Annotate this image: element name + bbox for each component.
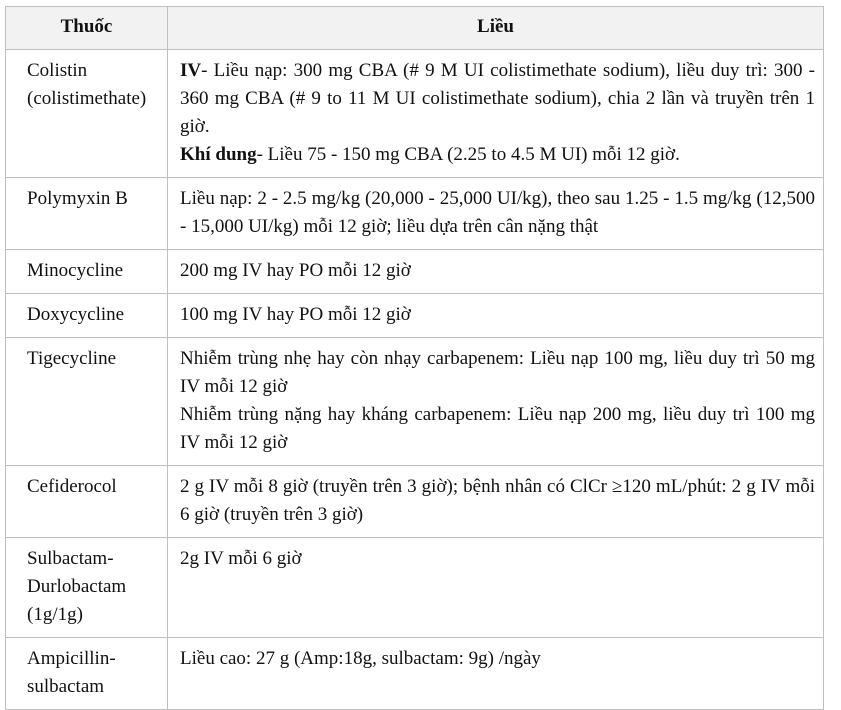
drug-cell [6, 50, 168, 178]
dose-cell [168, 178, 824, 250]
header-drug: Thuốc [6, 7, 168, 50]
dose-cell [168, 466, 824, 538]
route-label: IV [180, 60, 202, 81]
table-row [6, 50, 824, 178]
dose-paragraph [180, 257, 815, 285]
drug-name-line: Durlobactam [27, 576, 127, 597]
dose-paragraph [180, 57, 815, 141]
drug-name-line: Cefiderocol [27, 476, 117, 497]
drug-cell [6, 638, 168, 710]
dose-cell [168, 538, 824, 638]
table-row [6, 638, 824, 710]
drug-name-line: Minocycline [27, 260, 124, 281]
drug-name-line: Polymyxin B [27, 188, 128, 209]
drug-name-line: Ampicillin- [27, 648, 116, 669]
drug-cell [6, 466, 168, 538]
dose-paragraph [180, 401, 815, 457]
table-header [6, 7, 824, 50]
drug-cell [6, 250, 168, 294]
drug-name-line: Sulbactam- [27, 548, 114, 569]
table-row [6, 338, 824, 466]
dose-text: - Liều 75 - 150 mg CBA (2.25 to 4.5 M UI) mỗi 12 giờ. [256, 144, 680, 165]
dose-text: Nhiễm trùng nặng hay kháng carbapenem: Liều nạp 200 mg, liều duy trì 100 mg IV mỗi 12 giờ [180, 404, 815, 453]
drug-name-line: (1g/1g) [27, 604, 83, 625]
table-row [6, 294, 824, 338]
route-label: Khí dung [180, 144, 257, 165]
dose-paragraph [180, 141, 815, 169]
dose-text: 2g IV mỗi 6 giờ [180, 548, 302, 569]
dose-cell [168, 294, 824, 338]
dose-paragraph [180, 545, 815, 573]
drug-name-line: (colistimethate) [27, 88, 147, 109]
dose-text: 2 g IV mỗi 8 giờ (truyền trên 3 giờ); bệnh nhân có ClCr ≥120 mL/phút: 2 g IV mỗi 6 giờ (truyền trên 3 giờ) [180, 476, 815, 525]
dose-text: Liều nạp: 2 - 2.5 mg/kg (20,000 - 25,000 UI/kg), theo sau 1.25 - 1.5 mg/kg (12,500 - 15,000 UI/kg) mỗi 12 giờ; liều dựa trên cân nặng thật [180, 188, 815, 237]
dose-cell [168, 338, 824, 466]
header-row [6, 7, 824, 50]
dose-paragraph [180, 645, 815, 673]
dose-text: Nhiễm trùng nhẹ hay còn nhạy carbapenem: Liều nạp 100 mg, liều duy trì 50 mg IV mỗi 12 giờ [180, 348, 815, 397]
drug-cell [6, 178, 168, 250]
drug-name-line: Tigecycline [27, 348, 117, 369]
table-body [6, 50, 824, 710]
header-dose: Liều [168, 7, 824, 50]
dose-paragraph [180, 301, 815, 329]
dose-paragraph [180, 345, 815, 401]
drug-cell [6, 338, 168, 466]
table-row [6, 538, 824, 638]
dose-paragraph [180, 473, 815, 529]
drug-name-line: Doxycycline [27, 304, 125, 325]
drug-name-line: sulbactam [27, 676, 105, 697]
dose-cell [168, 50, 824, 178]
dose-paragraph [180, 185, 815, 241]
dose-text: - Liều nạp: 300 mg CBA (# 9 M UI colistimethate sodium), liều duy trì: 300 - 360 mg CBA (# 9 to 11 M UI colistimethate sodium), chia 2 lần và truyền trên 1 giờ. [180, 60, 815, 137]
dose-text: 200 mg IV hay PO mỗi 12 giờ [180, 260, 411, 281]
dose-text: Liều cao: 27 g (Amp:18g, sulbactam: 9g) /ngày [180, 648, 541, 669]
dose-text: 100 mg IV hay PO mỗi 12 giờ [180, 304, 411, 325]
table-row [6, 178, 824, 250]
dose-cell [168, 250, 824, 294]
drug-name-line: Colistin [27, 60, 88, 81]
dose-cell [168, 638, 824, 710]
dosing-table [5, 6, 824, 710]
table-row [6, 466, 824, 538]
drug-cell [6, 294, 168, 338]
drug-cell [6, 538, 168, 638]
table-row [6, 250, 824, 294]
